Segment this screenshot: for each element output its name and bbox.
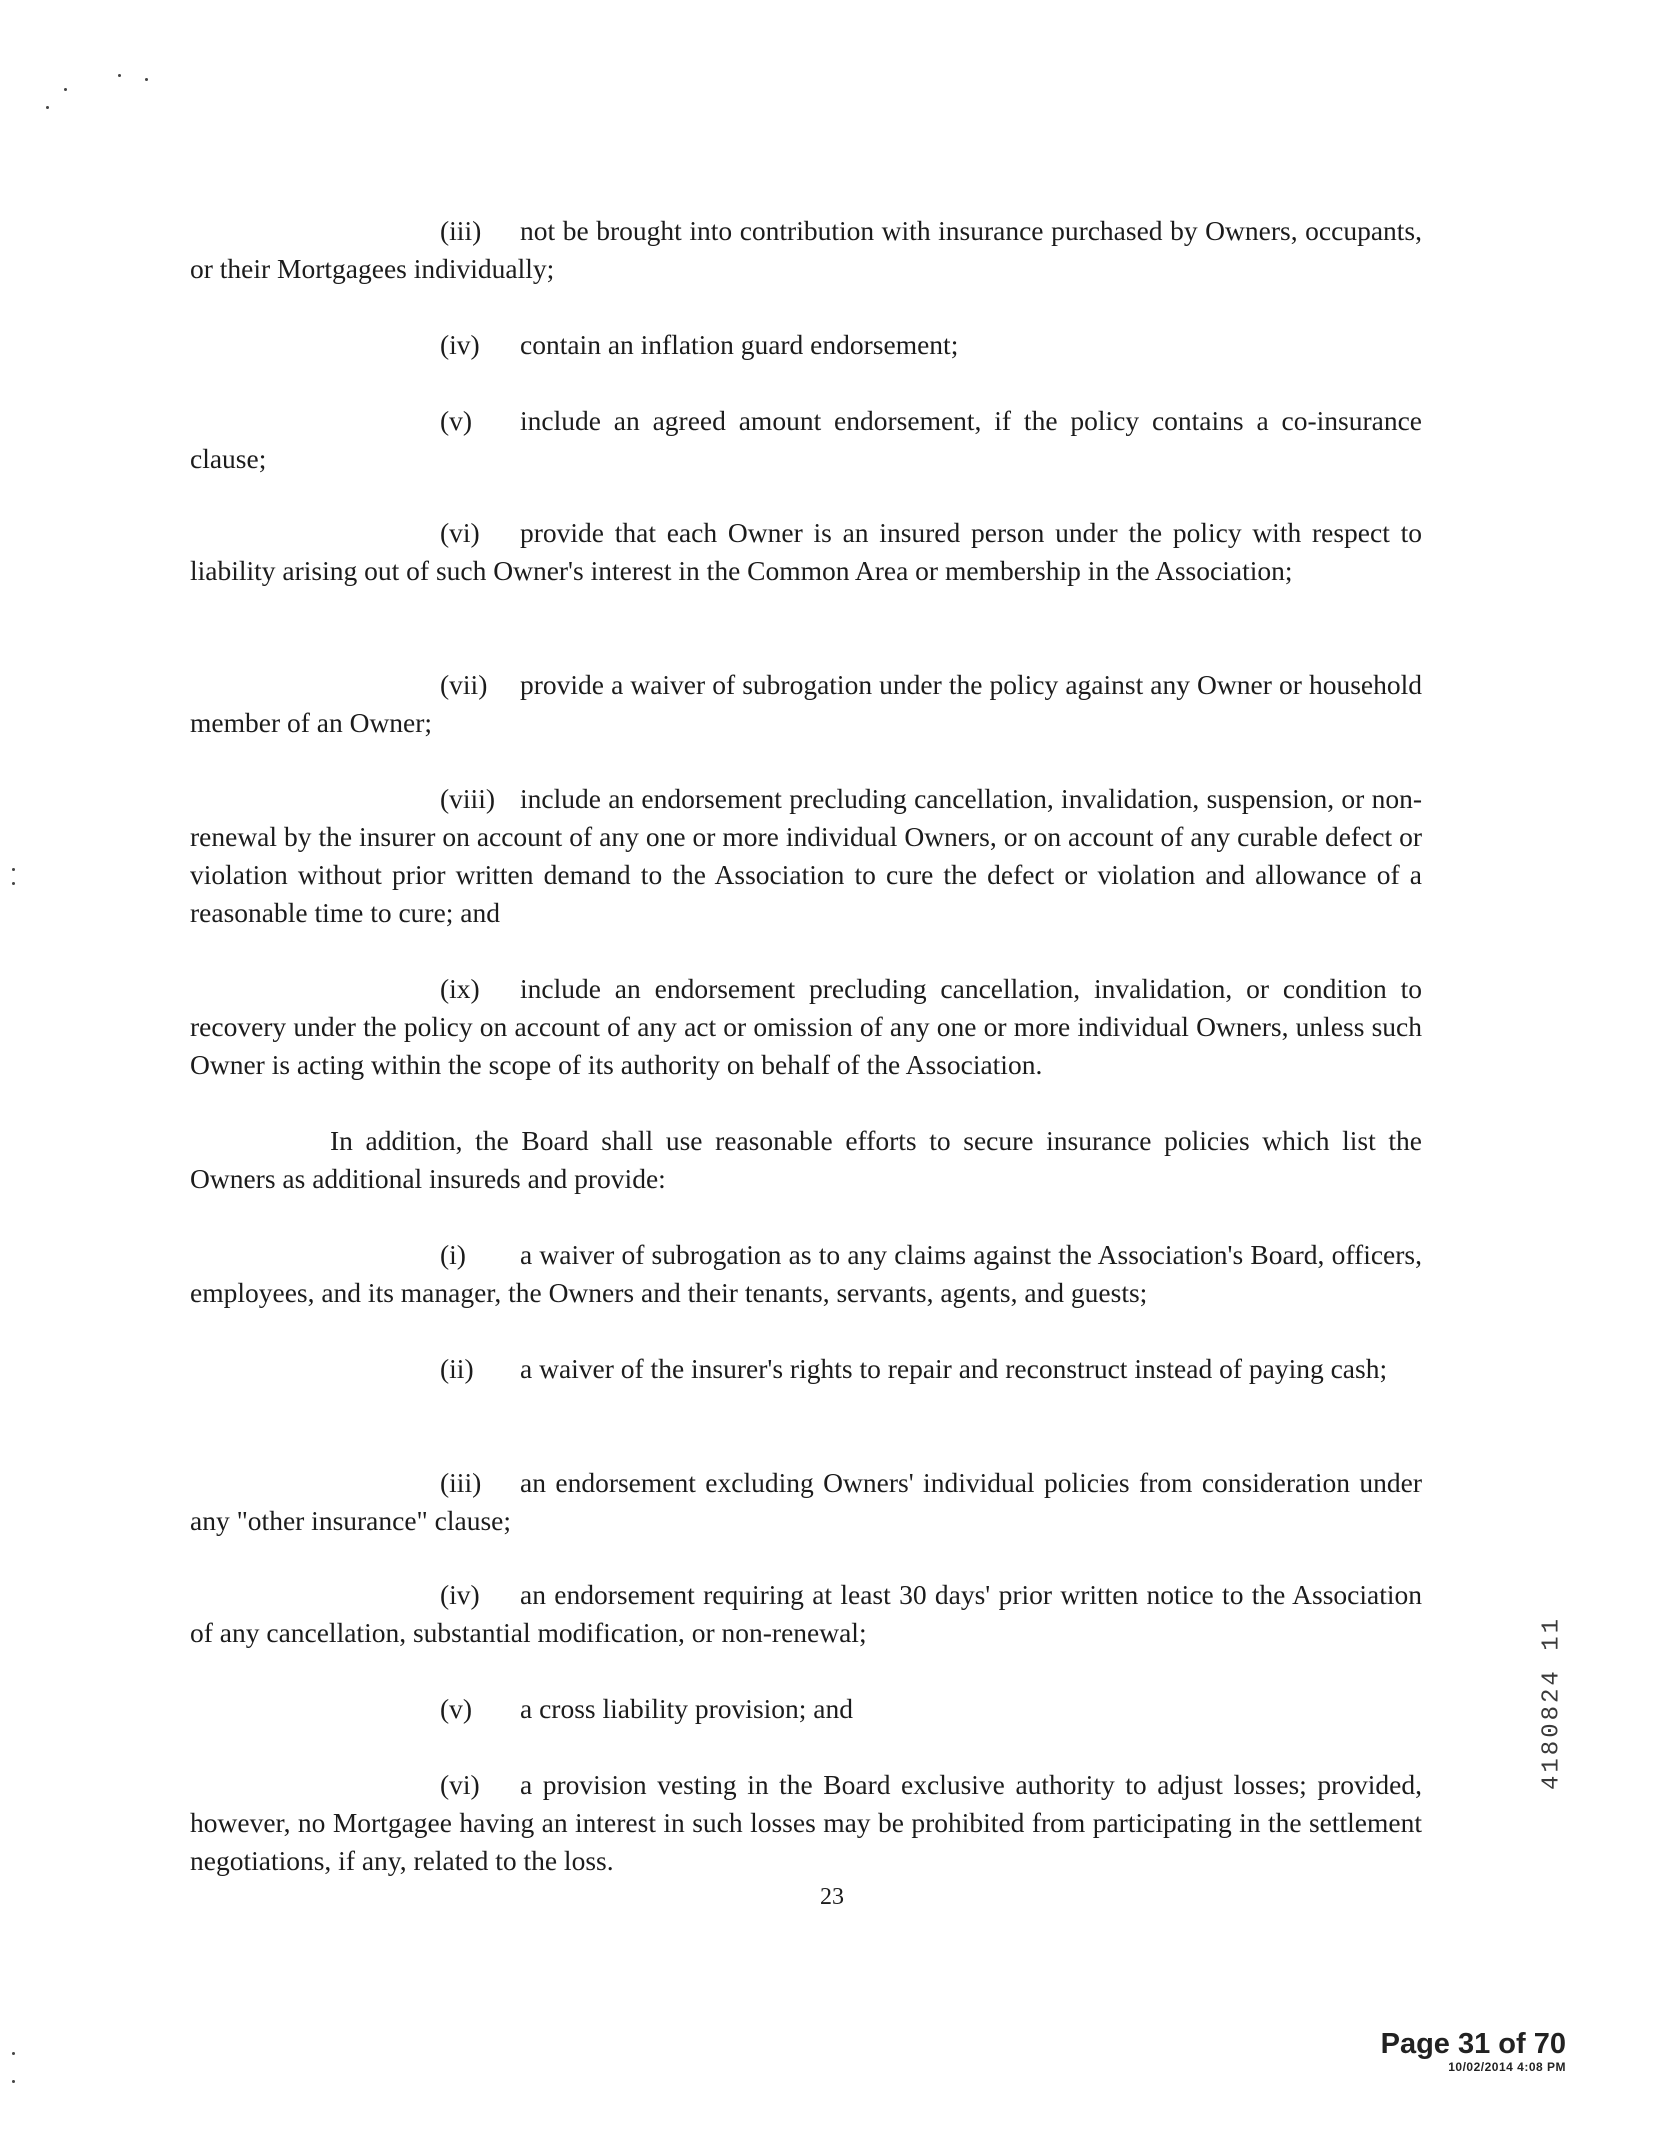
scan-speck xyxy=(12,868,15,871)
filing-stamp xyxy=(1381,2028,1566,2074)
clause-iii-contribution: (iii) not be brought into contribution with insurance purchased by Owners, occupants, or their Mortgagees individually; xyxy=(190,215,1422,284)
clause-ii-repair-rights: (ii) a waiver of the insurer's rights to repair and reconstruct instead of paying cash; xyxy=(440,1353,1388,1384)
scan-speck xyxy=(46,106,49,109)
scan-speck xyxy=(12,2080,15,2083)
recording-side-stamp xyxy=(1532,1548,1572,1858)
clause-iv-notice: (iv) an endorsement requiring at least 30 days' prior written notice to the Association of any cancellation, substantial modification, or non-renewal; xyxy=(190,1579,1422,1648)
clause-vii-waiver-subrogation: (vii) provide a waiver of subrogation under the policy against any Owner or household member of an Owner; xyxy=(190,669,1422,738)
clause-i-waiver-claims: (i) a waiver of subrogation as to any claims against the Association's Board, officers, employees, and its manager, the Owners and their tenants, servants, agents, and guests; xyxy=(190,1239,1422,1308)
scan-speck xyxy=(118,74,121,77)
clause-v-cross-liability: (v) a cross liability provision; and xyxy=(440,1693,854,1724)
filing-datetime: 10/02/2014 4:08 PM xyxy=(1448,2060,1566,2074)
scan-speck xyxy=(12,882,15,885)
clause-iii-other-insurance: (iii) an endorsement excluding Owners' individual policies from consideration under any "other insurance" clause; xyxy=(190,1467,1422,1536)
scan-speck xyxy=(145,78,148,81)
scan-speck xyxy=(64,88,67,91)
recording-number: 4180824 11 xyxy=(1538,1615,1566,1791)
clause-iv-inflation-guard: (iv) contain an inflation guard endorsement; xyxy=(440,329,959,360)
clause-vi-adjust-losses: (vi) a provision vesting in the Board exclusive authority to adjust losses; provided, however, no Mortgagee having an interest in such losses may be prohibited from participating in the settlement negotiations, if any, related to the loss. xyxy=(190,1769,1422,1876)
page-count: Page 31 of 70 xyxy=(1380,2028,1566,2060)
clause-vi-insured-person: (vi) provide that each Owner is an insured person under the policy with respect to liability arising out of such Owner's interest in the Common Area or membership in the Association; xyxy=(190,517,1422,586)
page-number: 23 xyxy=(820,1884,844,1910)
clause-viii-non-renewal: (viii) include an endorsement precluding cancellation, invalidation, suspension, or non-renewal by the insurer on account of any one or more individual Owners, or on account of any curable defect or violation without prior written demand to the Association to cure the defect or violation and allowance of a reasonable time to cure; and xyxy=(190,783,1422,928)
in-addition-paragraph: In addition, the Board shall use reasonable efforts to secure insurance policies which list the Owners as additional insureds and provide: xyxy=(190,1125,1422,1194)
scan-speck xyxy=(12,2052,15,2055)
clause-v-agreed-amount: (v) include an agreed amount endorsement, if the policy contains a co-insurance clause; xyxy=(190,405,1422,474)
clause-ix-recovery: (ix) include an endorsement precluding cancellation, invalidation, or condition to recovery under the policy on account of any act or omission of any one or more individual Owners, unless such Owner is acting within the scope of its authority on behalf of the Association. xyxy=(190,973,1422,1080)
